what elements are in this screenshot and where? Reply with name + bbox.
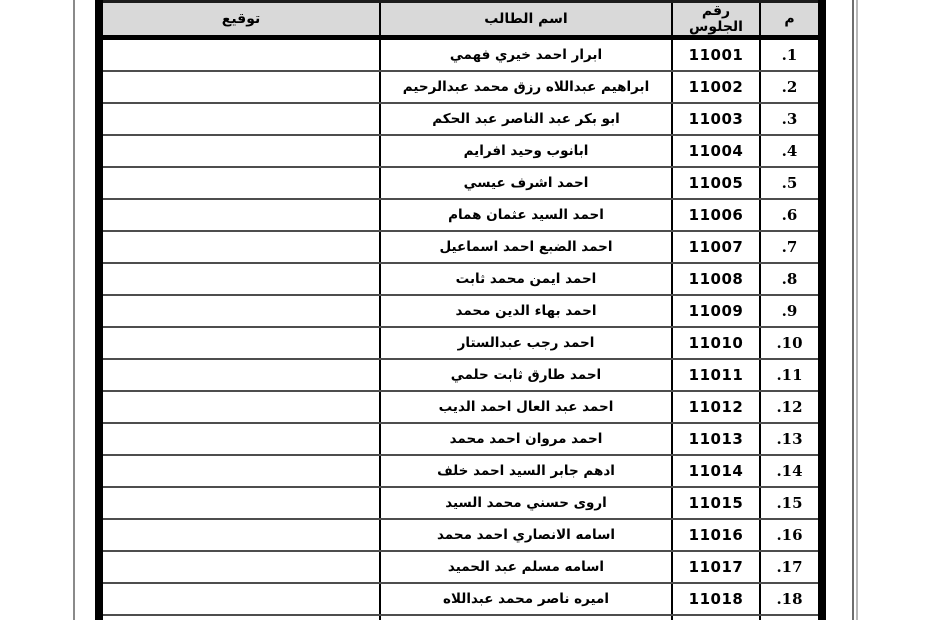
signature-cell — [99, 135, 380, 167]
student-name-cell: ابراهيم عبداللاه رزق محمد عبدالرحيم — [380, 71, 672, 103]
seat-number-cell: 11011 — [672, 359, 760, 391]
serial-cell — [760, 519, 822, 551]
table-row — [99, 263, 822, 295]
serial-cell — [760, 71, 822, 103]
serial-number: .11 — [776, 366, 803, 384]
seat-number-cell: 11015 — [672, 487, 760, 519]
serial-cell — [760, 199, 822, 231]
student-name-cell: اروى حسني محمد السيد — [380, 487, 672, 519]
student-name-cell: احمد السيد عثمان همام — [380, 199, 672, 231]
serial-number: .14 — [776, 462, 803, 480]
serial-number: .5 — [781, 174, 798, 192]
table-row — [99, 38, 822, 72]
student-name-cell: احمد طارق ثابت حلمي — [380, 359, 672, 391]
signature-cell — [99, 583, 380, 615]
table-row — [99, 199, 822, 231]
page-border-line-right-outer — [852, 0, 854, 620]
serial-cell — [760, 167, 822, 199]
seat-number-cell: 11006 — [672, 199, 760, 231]
seat-number-cell: 11013 — [672, 423, 760, 455]
table-row — [99, 71, 822, 103]
table-row — [99, 519, 822, 551]
student-name-cell: ابانوب وحيد افرايم — [380, 135, 672, 167]
signature-cell — [99, 103, 380, 135]
serial-number: .2 — [781, 78, 798, 96]
col-header-student-name: اسم الطالب — [380, 2, 672, 38]
seat-number-cell — [672, 615, 760, 620]
signature-cell — [99, 455, 380, 487]
col-header-seat-number: رقم الجلوس — [672, 2, 760, 38]
table-row — [99, 359, 822, 391]
student-name-cell: ابرار احمد خيري فهمي — [380, 38, 672, 72]
student-name-cell: احمد رجب عبدالستار — [380, 327, 672, 359]
signature-cell — [99, 38, 380, 72]
serial-number: .17 — [776, 558, 803, 576]
student-name-cell: ادهم جابر السيد احمد خلف — [380, 455, 672, 487]
signature-cell — [99, 199, 380, 231]
serial-number: .16 — [776, 526, 803, 544]
student-name-cell: احمد ايمن محمد ثابت — [380, 263, 672, 295]
serial-cell — [760, 487, 822, 519]
seat-number-cell: 11007 — [672, 231, 760, 263]
table-row — [99, 295, 822, 327]
page-border-line-right-inner — [856, 0, 858, 620]
serial-cell — [760, 615, 822, 620]
student-name-cell — [380, 615, 672, 620]
serial-cell — [760, 551, 822, 583]
seat-number-cell: 11004 — [672, 135, 760, 167]
table-row — [99, 231, 822, 263]
serial-number: .18 — [776, 590, 803, 608]
table-row — [99, 583, 822, 615]
signature-cell — [99, 487, 380, 519]
table-header — [99, 2, 822, 38]
serial-number: .7 — [781, 238, 798, 256]
table-row — [99, 455, 822, 487]
seat-number-cell: 11018 — [672, 583, 760, 615]
student-name-cell: اميره ناصر محمد عبداللاه — [380, 583, 672, 615]
student-name-cell: ابو بكر عبد الناصر عبد الحكم — [380, 103, 672, 135]
serial-number: .10 — [776, 334, 803, 352]
student-name-cell: احمد اشرف عيسي — [380, 167, 672, 199]
serial-cell — [760, 359, 822, 391]
table-row — [99, 423, 822, 455]
seat-number-cell: 11014 — [672, 455, 760, 487]
student-name-cell: احمد عبد العال احمد الديب — [380, 391, 672, 423]
serial-cell — [760, 103, 822, 135]
header-row — [99, 2, 822, 38]
table-row — [99, 551, 822, 583]
serial-number: .3 — [781, 110, 798, 128]
table-row — [99, 487, 822, 519]
student-name-cell: اسامه مسلم عبد الحميد — [380, 551, 672, 583]
signature-cell — [99, 551, 380, 583]
table-body — [99, 38, 822, 620]
table-row — [99, 391, 822, 423]
student-name-cell: احمد بهاء الدين محمد — [380, 295, 672, 327]
serial-number: .13 — [776, 430, 803, 448]
serial-number: .15 — [776, 494, 803, 512]
signature-cell — [99, 71, 380, 103]
seat-number-cell: 11005 — [672, 167, 760, 199]
seat-number-cell: 11009 — [672, 295, 760, 327]
table-row — [99, 103, 822, 135]
serial-cell — [760, 231, 822, 263]
serial-number: .12 — [776, 398, 803, 416]
seat-number-cell: 11012 — [672, 391, 760, 423]
seat-number-cell: 11017 — [672, 551, 760, 583]
signature-cell — [99, 327, 380, 359]
serial-cell — [760, 327, 822, 359]
signature-cell — [99, 615, 380, 620]
seat-number-cell: 11001 — [672, 38, 760, 72]
serial-cell — [760, 38, 822, 72]
signature-cell — [99, 359, 380, 391]
serial-cell — [760, 583, 822, 615]
signature-cell — [99, 423, 380, 455]
signature-cell — [99, 167, 380, 199]
attendance-table — [95, 0, 826, 620]
table-row — [99, 327, 822, 359]
serial-number: .9 — [781, 302, 798, 320]
serial-number: .6 — [781, 206, 798, 224]
student-name-cell: احمد مروان احمد محمد — [380, 423, 672, 455]
serial-cell — [760, 391, 822, 423]
seat-number-cell: 11010 — [672, 327, 760, 359]
serial-number: .8 — [781, 270, 798, 288]
page-margin-line-left — [73, 0, 75, 620]
signature-cell — [99, 295, 380, 327]
table-row-partial — [99, 615, 822, 620]
student-name-cell: احمد الضبع احمد اسماعيل — [380, 231, 672, 263]
serial-number: .1 — [781, 46, 798, 64]
seat-number-cell: 11008 — [672, 263, 760, 295]
signature-cell — [99, 391, 380, 423]
signature-cell — [99, 231, 380, 263]
signature-cell — [99, 519, 380, 551]
serial-cell — [760, 263, 822, 295]
serial-cell — [760, 455, 822, 487]
signature-cell — [99, 263, 380, 295]
serial-cell — [760, 295, 822, 327]
seat-number-cell: 11016 — [672, 519, 760, 551]
student-name-cell: اسامه الانصاري احمد محمد — [380, 519, 672, 551]
table-row — [99, 167, 822, 199]
serial-cell — [760, 423, 822, 455]
serial-number: .4 — [781, 142, 798, 160]
table-row — [99, 135, 822, 167]
seat-number-cell: 11003 — [672, 103, 760, 135]
seat-number-cell: 11002 — [672, 71, 760, 103]
col-header-serial: م — [760, 2, 822, 38]
col-header-signature: توقيع — [99, 2, 380, 38]
serial-cell — [760, 135, 822, 167]
